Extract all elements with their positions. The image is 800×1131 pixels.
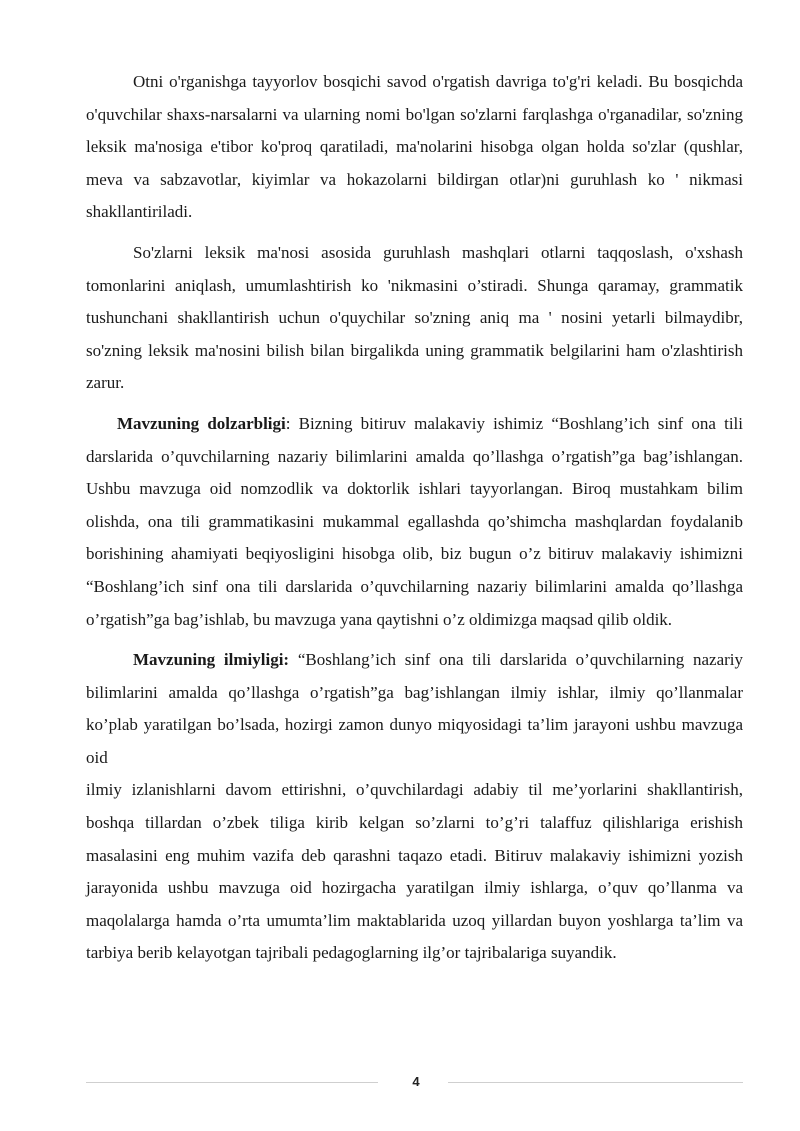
paragraph-research-continuation: ilmiy izlanishlarni davom ettirishni, o’quvchilardagi adabiy til me’yorlarini shakllantirish, boshqa tillardan o’zbek tiliga kirib kelgan so’zlarni to’g’ri talaffuz qilishlariga erishish masalasini eng muhim vazifa deb qarashni taqazo etadi. Bitiruv malakaviy ishimizni yozish jarayonida ushbu mavzuga oid hozirgacha yaratilgan ilmiy ishlarga, o’quv qo’llanma va maqolalarga hamda o’rta umumta’lim maktablarida uzoq yillardan buyon yoshlarga ta’lim va tarbiya berib kelayotgan tajribali pedagoglarning ilg’or tajribalariga suyandik. [86, 780, 743, 963]
footer-divider-left [86, 1082, 378, 1083]
heading-topic-relevance: Mavzuning dolzarbligi [117, 413, 286, 433]
paragraph-preparatory-stage: Otni o'rganishga tayyorlov bosqichi savod o'rgatish davriga to'g'ri keladi. Bu bosqichda o'quvchilar shaxs-narsalarni va ularning nomi bo'lgan so'zlarni farqlashga o'rganadilar, so'zning leksik ma'nosiga e'tibor ko'proq qaratiladi, ma'nolarini hisobga olgan holda so'zlar (qushlar, meva va sabzavotlar, kiyimlar va hokazolarni bildirgan otlar)ni guruhlash ko ' nikmasi shakllantiriladi. [86, 72, 743, 222]
page-number: 4 [412, 1074, 420, 1089]
paragraph-topic-relevance [86, 408, 743, 636]
document-body [86, 66, 743, 970]
text-topic-relevance: : Bizning bitiruv malakaviy ishimiz “Boshlang’ich sinf ona tili darslarida o’quvchilarning nazariy bilimlarini amalda qo’llashga o’rgatish”ga bag’ishlangan. Ushbu mavzuga oid nomzodlik va doktorlik ishlari tayyorlangan. Biroq mustahkam bilim olishda, ona tili grammatikasini mukammal egallashda qo’shimcha mashqlardan foydalanib borishining ahamiyati beqiyosligini hisobga olib, biz bugun o’z bitiruv malakaviy ishimizni “Boshlang’ich sinf ona tili darslarida o’quvchilarning nazariy bilimlarini amalda qo’llashga o’rgatish”ga bag’ishlab, bu mavzuga yana qaytishni o’z oldimizga maqsad qilib oldik. [86, 413, 743, 629]
footer-divider-right [448, 1082, 743, 1083]
page-footer [86, 1072, 743, 1092]
paragraph-lexical-grouping: So'zlarni leksik ma'nosi asosida guruhlash mashqlari otlarni taqqoslash, o'xshash tomonlarini aniqlash, umumlashtirish ko 'nikmasini o’stiradi. Shunga qaramay, grammatik tushunchani shakllantirish uchun o'quychilar so'zning aniq ma ' nosini yetarli bilmaydibr, so'zning leksik ma'nosini bilish bilan birgalikda uning grammatik belgilarini ham o'zlashtirish zarur. [86, 242, 743, 393]
text-scientific-nature: “Boshlang’ich sinf ona tili darslarida o’quvchilarning nazariy bilimlarini amalda qo’llashga o’rgatish”ga bag’ishlangan ilmiy ishlar, ilmiy qo’llanmalar ko’plab yaratilgan bo’lsada, hozirgi zamon dunyo miqyosidagi ta’lim jarayoni ushbu mavzuga oid [86, 650, 743, 767]
heading-scientific-nature: Mavzuning ilmiyligi: [133, 650, 290, 670]
paragraph-scientific-nature [86, 644, 743, 774]
